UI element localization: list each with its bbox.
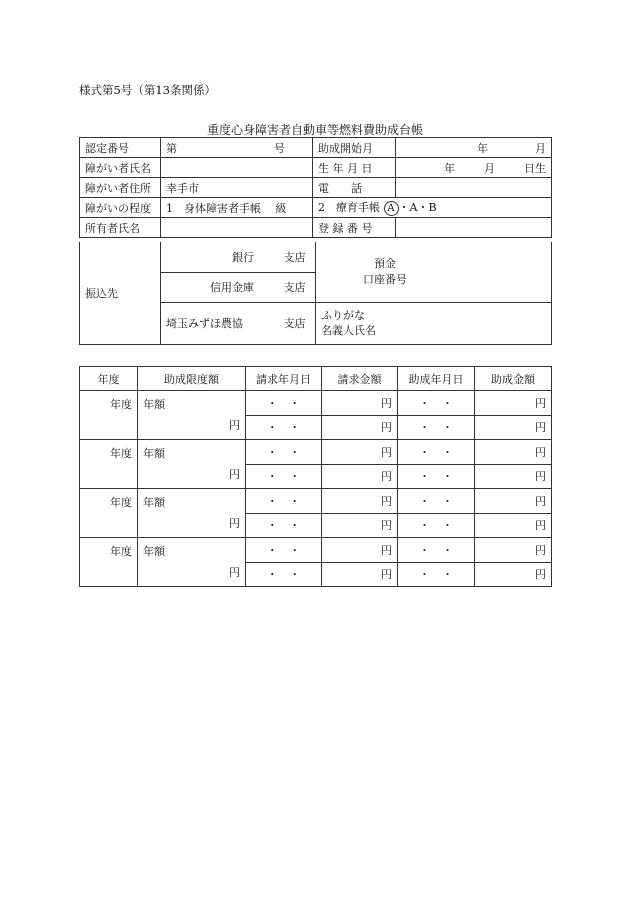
claim-amount-cell[interactable]: 円 xyxy=(322,538,398,563)
grant-amount-cell[interactable]: 円 xyxy=(475,562,552,587)
grant-header-cell: 請求金額 xyxy=(322,367,398,391)
applicant-table-grid xyxy=(79,137,552,238)
grant-amount-cell[interactable]: 円 xyxy=(475,489,552,514)
fiscal-year-cell[interactable]: 年度 xyxy=(80,440,138,489)
grant-date-cell[interactable]: ・ ・ xyxy=(398,415,475,440)
cert-label: 認定番号 xyxy=(80,138,161,158)
phone-field[interactable] xyxy=(396,178,552,198)
limit-amount-cell[interactable]: 年額 円 xyxy=(138,440,246,489)
claim-amount-cell[interactable]: 円 xyxy=(322,415,398,440)
grant-header-cell: 請求年月日 xyxy=(246,367,322,391)
degree-circled-mark: A xyxy=(384,201,399,216)
grant-amount-cell[interactable]: 円 xyxy=(475,415,552,440)
cert-field[interactable]: 第 号 xyxy=(161,138,313,158)
transfer-table xyxy=(79,242,552,345)
grant-date-cell[interactable]: ・ ・ xyxy=(398,538,475,563)
fiscal-year-cell[interactable]: 年度 xyxy=(80,391,138,440)
claim-amount-cell[interactable]: 円 xyxy=(322,391,398,416)
reg-label: 登 録 番 号 xyxy=(313,218,396,238)
birth-label: 生 年 月 日 xyxy=(313,158,396,178)
account-field[interactable]: 預金 口座番号 xyxy=(316,242,552,302)
claim-date-cell[interactable]: ・ ・ xyxy=(246,440,322,465)
claim-date-cell[interactable]: ・ ・ xyxy=(246,562,322,587)
credit-union-field[interactable]: 信用金庫 支店 xyxy=(161,272,316,302)
bank-field[interactable]: 銀行 支店 xyxy=(161,242,316,272)
grant-table xyxy=(79,366,552,587)
claim-date-cell[interactable]: ・ ・ xyxy=(246,513,322,538)
grant-row xyxy=(80,440,552,465)
holder-field[interactable]: ふりがな 名義人氏名 xyxy=(316,302,552,344)
claim-date-cell[interactable]: ・ ・ xyxy=(246,538,322,563)
grant-header-cell: 助成金額 xyxy=(475,367,552,391)
grant-header-row xyxy=(80,367,552,391)
name-field[interactable] xyxy=(161,158,313,178)
claim-amount-cell[interactable]: 円 xyxy=(322,562,398,587)
degree-label: 障がいの程度 xyxy=(80,198,161,218)
limit-amount-cell[interactable]: 年額 円 xyxy=(138,391,246,440)
grant-amount-cell[interactable]: 円 xyxy=(475,464,552,489)
grant-date-cell[interactable]: ・ ・ xyxy=(398,489,475,514)
claim-date-cell[interactable]: ・ ・ xyxy=(246,489,322,514)
fiscal-year-cell[interactable]: 年度 xyxy=(80,489,138,538)
grant-date-cell[interactable]: ・ ・ xyxy=(398,440,475,465)
degree-option-2[interactable]: 2 療育手帳 A ・A・B xyxy=(313,198,552,218)
grant-amount-cell[interactable]: 円 xyxy=(475,538,552,563)
reg-field[interactable] xyxy=(396,218,552,238)
start-month-label: 助成開始月 xyxy=(313,138,396,158)
grant-date-cell[interactable]: ・ ・ xyxy=(398,391,475,416)
grant-amount-cell[interactable]: 円 xyxy=(475,513,552,538)
phone-label: 電 話 xyxy=(313,178,396,198)
grant-date-cell[interactable]: ・ ・ xyxy=(398,513,475,538)
owner-label: 所有者氏名 xyxy=(80,218,161,238)
name-label: 障がい者氏名 xyxy=(80,158,161,178)
grant-header-cell: 助成年月日 xyxy=(398,367,475,391)
grant-row xyxy=(80,391,552,416)
coop-field[interactable]: 埼玉みずほ農協 支店 xyxy=(161,302,316,344)
grant-amount-cell[interactable]: 円 xyxy=(475,391,552,416)
owner-field[interactable] xyxy=(161,218,313,238)
form-number: 様式第5号（第13条関係） xyxy=(79,83,216,97)
transfer-label: 振込先 xyxy=(80,242,161,344)
claim-date-cell[interactable]: ・ ・ xyxy=(246,415,322,440)
grant-header-cell: 年度 xyxy=(80,367,138,391)
fiscal-year-cell[interactable]: 年度 xyxy=(80,538,138,587)
grant-row xyxy=(80,489,552,514)
limit-amount-cell[interactable]: 年額 円 xyxy=(138,538,246,587)
start-month-field[interactable]: 年 月 xyxy=(396,138,552,158)
degree-option-1[interactable]: 1 身体障害者手帳 級 xyxy=(161,198,313,218)
birth-field[interactable]: 年 月 日生 xyxy=(396,158,552,178)
address-label: 障がい者住所 xyxy=(80,178,161,198)
address-field[interactable]: 幸手市 xyxy=(161,178,313,198)
claim-date-cell[interactable]: ・ ・ xyxy=(246,391,322,416)
grant-header-cell: 助成限度額 xyxy=(138,367,246,391)
claim-amount-cell[interactable]: 円 xyxy=(322,464,398,489)
claim-amount-cell[interactable]: 円 xyxy=(322,513,398,538)
limit-amount-cell[interactable]: 年額 円 xyxy=(138,489,246,538)
grant-date-cell[interactable]: ・ ・ xyxy=(398,464,475,489)
grant-amount-cell[interactable]: 円 xyxy=(475,440,552,465)
page-title: 重度心身障害者自動車等燃料費助成台帳 xyxy=(206,123,423,137)
claim-amount-cell[interactable]: 円 xyxy=(322,489,398,514)
grant-row xyxy=(80,538,552,563)
claim-amount-cell[interactable]: 円 xyxy=(322,440,398,465)
claim-date-cell[interactable]: ・ ・ xyxy=(246,464,322,489)
grant-date-cell[interactable]: ・ ・ xyxy=(398,562,475,587)
